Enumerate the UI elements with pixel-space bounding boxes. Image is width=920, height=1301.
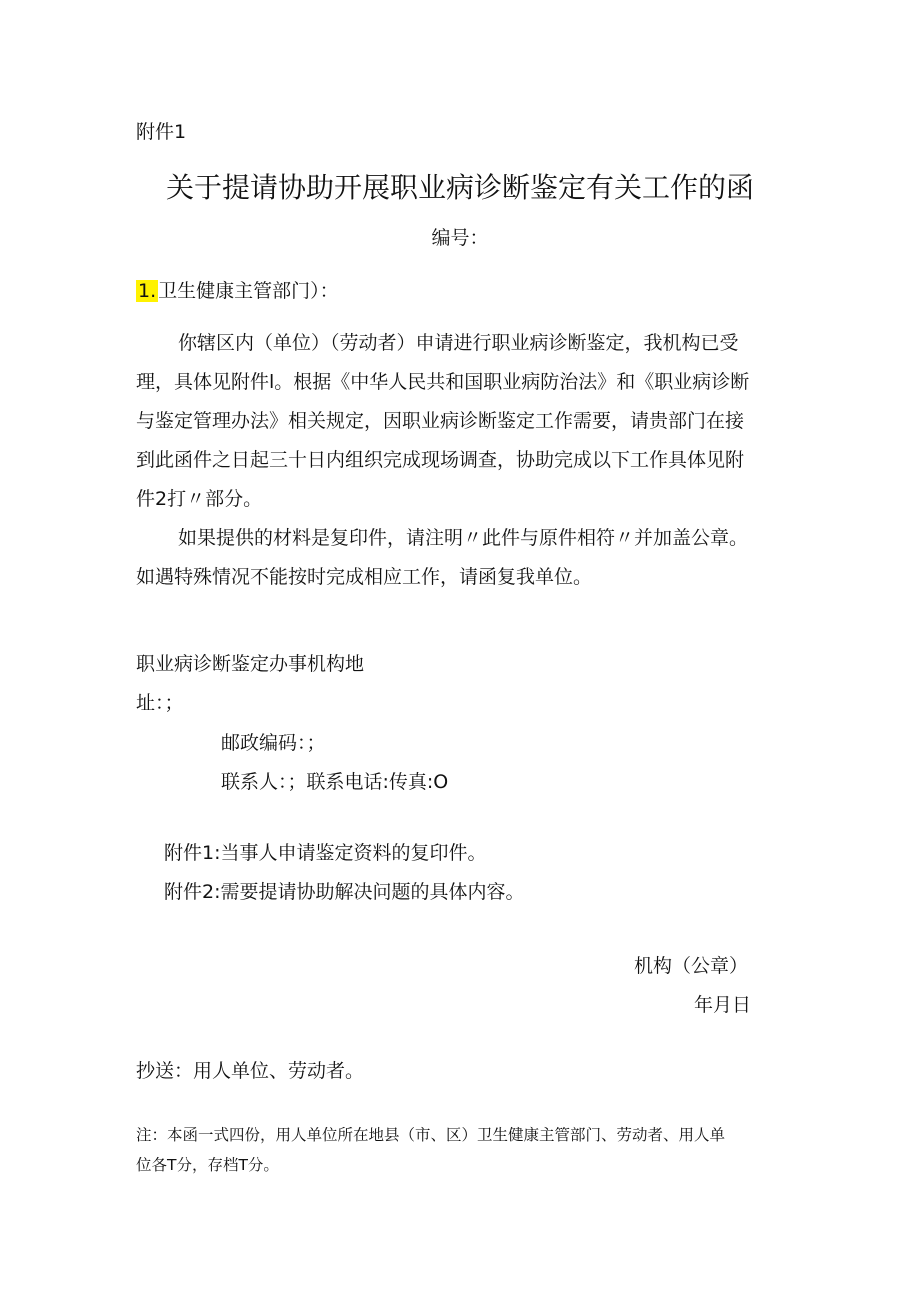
attachment-item: 附件1:当事人申请鉴定资料的复印件。 — [164, 842, 487, 864]
attachment-item: 附件2:需要提请协助解决问题的具体内容。 — [164, 881, 525, 903]
footnote-line: 注：本函一式四份，用人单位所在地县（市、区）卫生健康主管部门、劳动者、用人单 — [136, 1126, 726, 1144]
postal-code-line: 邮政编码：； — [221, 732, 326, 754]
footnote-line: 位各T分，存档T分。 — [136, 1156, 279, 1174]
signature-org-seal: 机构（公章） — [634, 955, 749, 977]
body-paragraph-line: 与鉴定管理办法》相关规定，因职业病诊断鉴定工作需要，请贵部门在接 — [136, 410, 745, 432]
addressee-text: 卫生健康主管部门）： — [158, 280, 339, 302]
body-paragraph-line: 理，具体见附件l。根据《中华人民共和国职业病防治法》和《职业病诊断 — [136, 371, 750, 393]
serial-number-label: 编号： — [431, 227, 489, 249]
body-paragraph-line: 如遇特殊情况不能按时完成相应工作，请函复我单位。 — [136, 566, 593, 588]
office-address-value: 址：； — [136, 692, 184, 714]
annex-label: 附件1 — [136, 121, 187, 143]
body-paragraph-line: 到此函件之日起三十日内组织完成现场调查，协助完成以下工作具体见附 — [136, 449, 745, 471]
contact-line: 联系人：；联系电话:传真:O — [221, 771, 449, 793]
highlighted-list-marker: 1. — [138, 280, 157, 302]
office-address-label: 职业病诊断鉴定办事机构地 — [136, 653, 365, 675]
body-paragraph-line: 你辖区内（单位）（劳动者）申请进行职业病诊断鉴定，我机构已受 — [178, 332, 739, 354]
addressee-line — [136, 279, 339, 303]
body-paragraph-line: 件2打〃部分。 — [136, 488, 263, 510]
page-title: 关于提请协助开展职业病诊断鉴定有关工作的函 — [165, 171, 754, 204]
signature-date: 年月日 — [694, 994, 752, 1016]
cc-line: 抄送：用人单位、劳动者。 — [136, 1060, 365, 1082]
body-paragraph-line: 如果提供的材料是复印件，请注明〃此件与原件相符〃并加盖公章。 — [178, 527, 749, 549]
